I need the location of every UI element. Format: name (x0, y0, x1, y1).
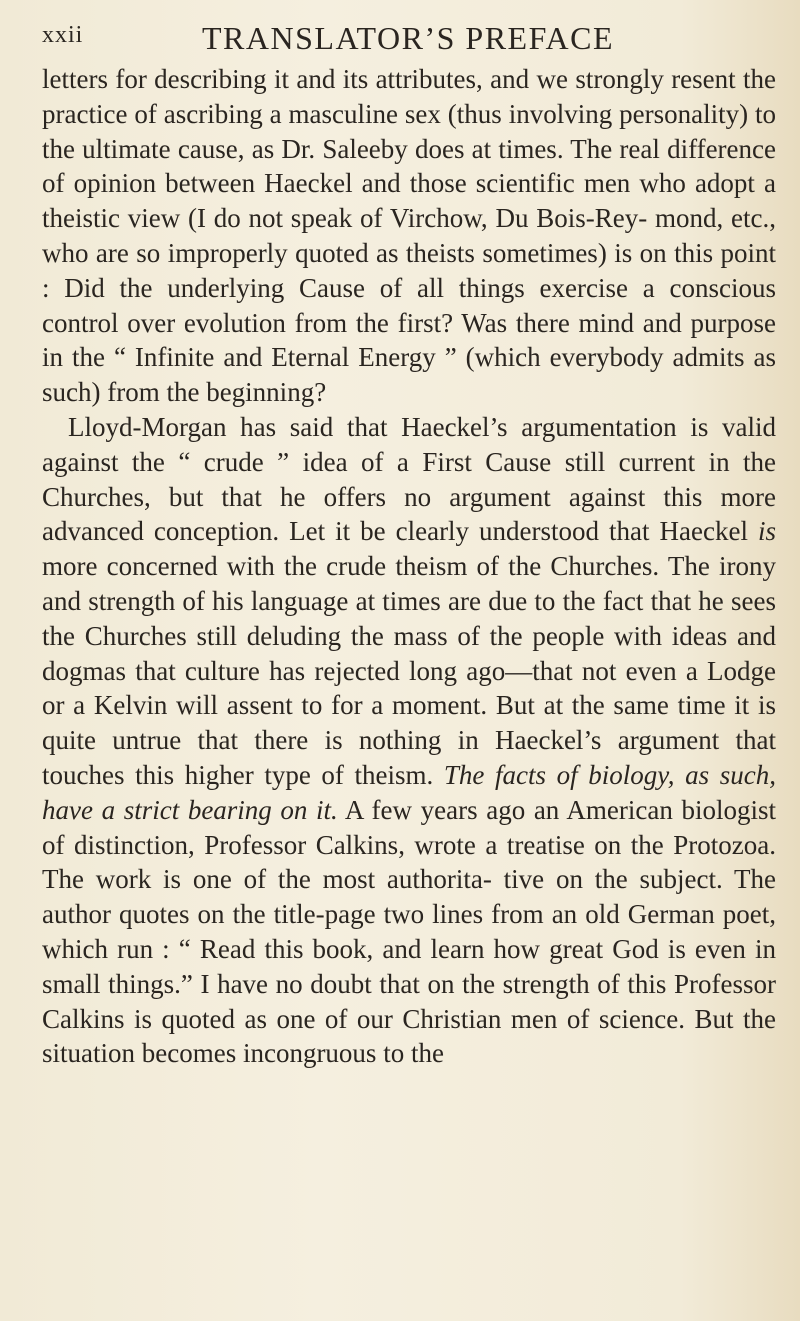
running-head-title: TRANSLATOR’S PREFACE (202, 20, 614, 56)
page-number: xxii (42, 22, 84, 48)
book-page (42, 0, 776, 1071)
paragraph-1-text: letters for describing it and its attributes, and we strongly resent the practice of ascribing a masculine sex (thus involving personality) to the ultimate cause, as Dr. Saleeby does at times. The real difference of opinion between Haeckel and those scientific men who adopt a theistic view (I do not speak of Virchow, Du Bois-Rey- mond, etc., who are so improperly quoted as theists sometimes) is on this point : Did the underlying Cause of all things exercise a conscious control over evolution from the first? Was there mind and purpose in the “ Infinite and Eternal Energy ” (which everybody admits as such) from the beginning? (42, 64, 776, 408)
paragraph-2-text-b: more concerned with the crude theism of the Churches. The irony and strength of his language at times are due to the fact that he sees the Churches still deluding the mass of the people with ideas and dogmas that culture has rejected long ago—that not even a Lodge or a Kelvin will assent to for a moment. But at the same time it is quite untrue that there is nothing in Haeckel’s argument that touches this higher type of theism. (42, 551, 776, 790)
body-text (42, 62, 776, 1071)
running-head (42, 0, 776, 62)
paragraph-2-text-a: Lloyd-Morgan has said that Haeckel’s argumentation is valid against the “ crude ” idea of a First Cause still current in the Churches, but that he offers no argument against this more advanced conception. Let it be clearly understood that Haeckel (42, 411, 776, 547)
paragraph-1 (42, 62, 776, 410)
paragraph-2 (42, 410, 776, 1071)
paragraph-2-text-c: A few years ago an American biologist of distinction, Professor Calkins, wrote a treatise on the Protozoa. The work is one of the most authorita- tive on the subject. The author quotes on the title-page two lines from an old German poet, which run : “ Read this book, and learn how great God is even in small things.” I have no doubt that on the strength of this Professor Calkins is quoted as one of our Christian men of science. But the situation becomes incongruous to the (42, 794, 776, 1069)
paragraph-2-emphasis-biology: The facts of biology, as such, have a strict bearing on it. (42, 759, 776, 825)
paragraph-2-emphasis-is: is (757, 516, 776, 547)
